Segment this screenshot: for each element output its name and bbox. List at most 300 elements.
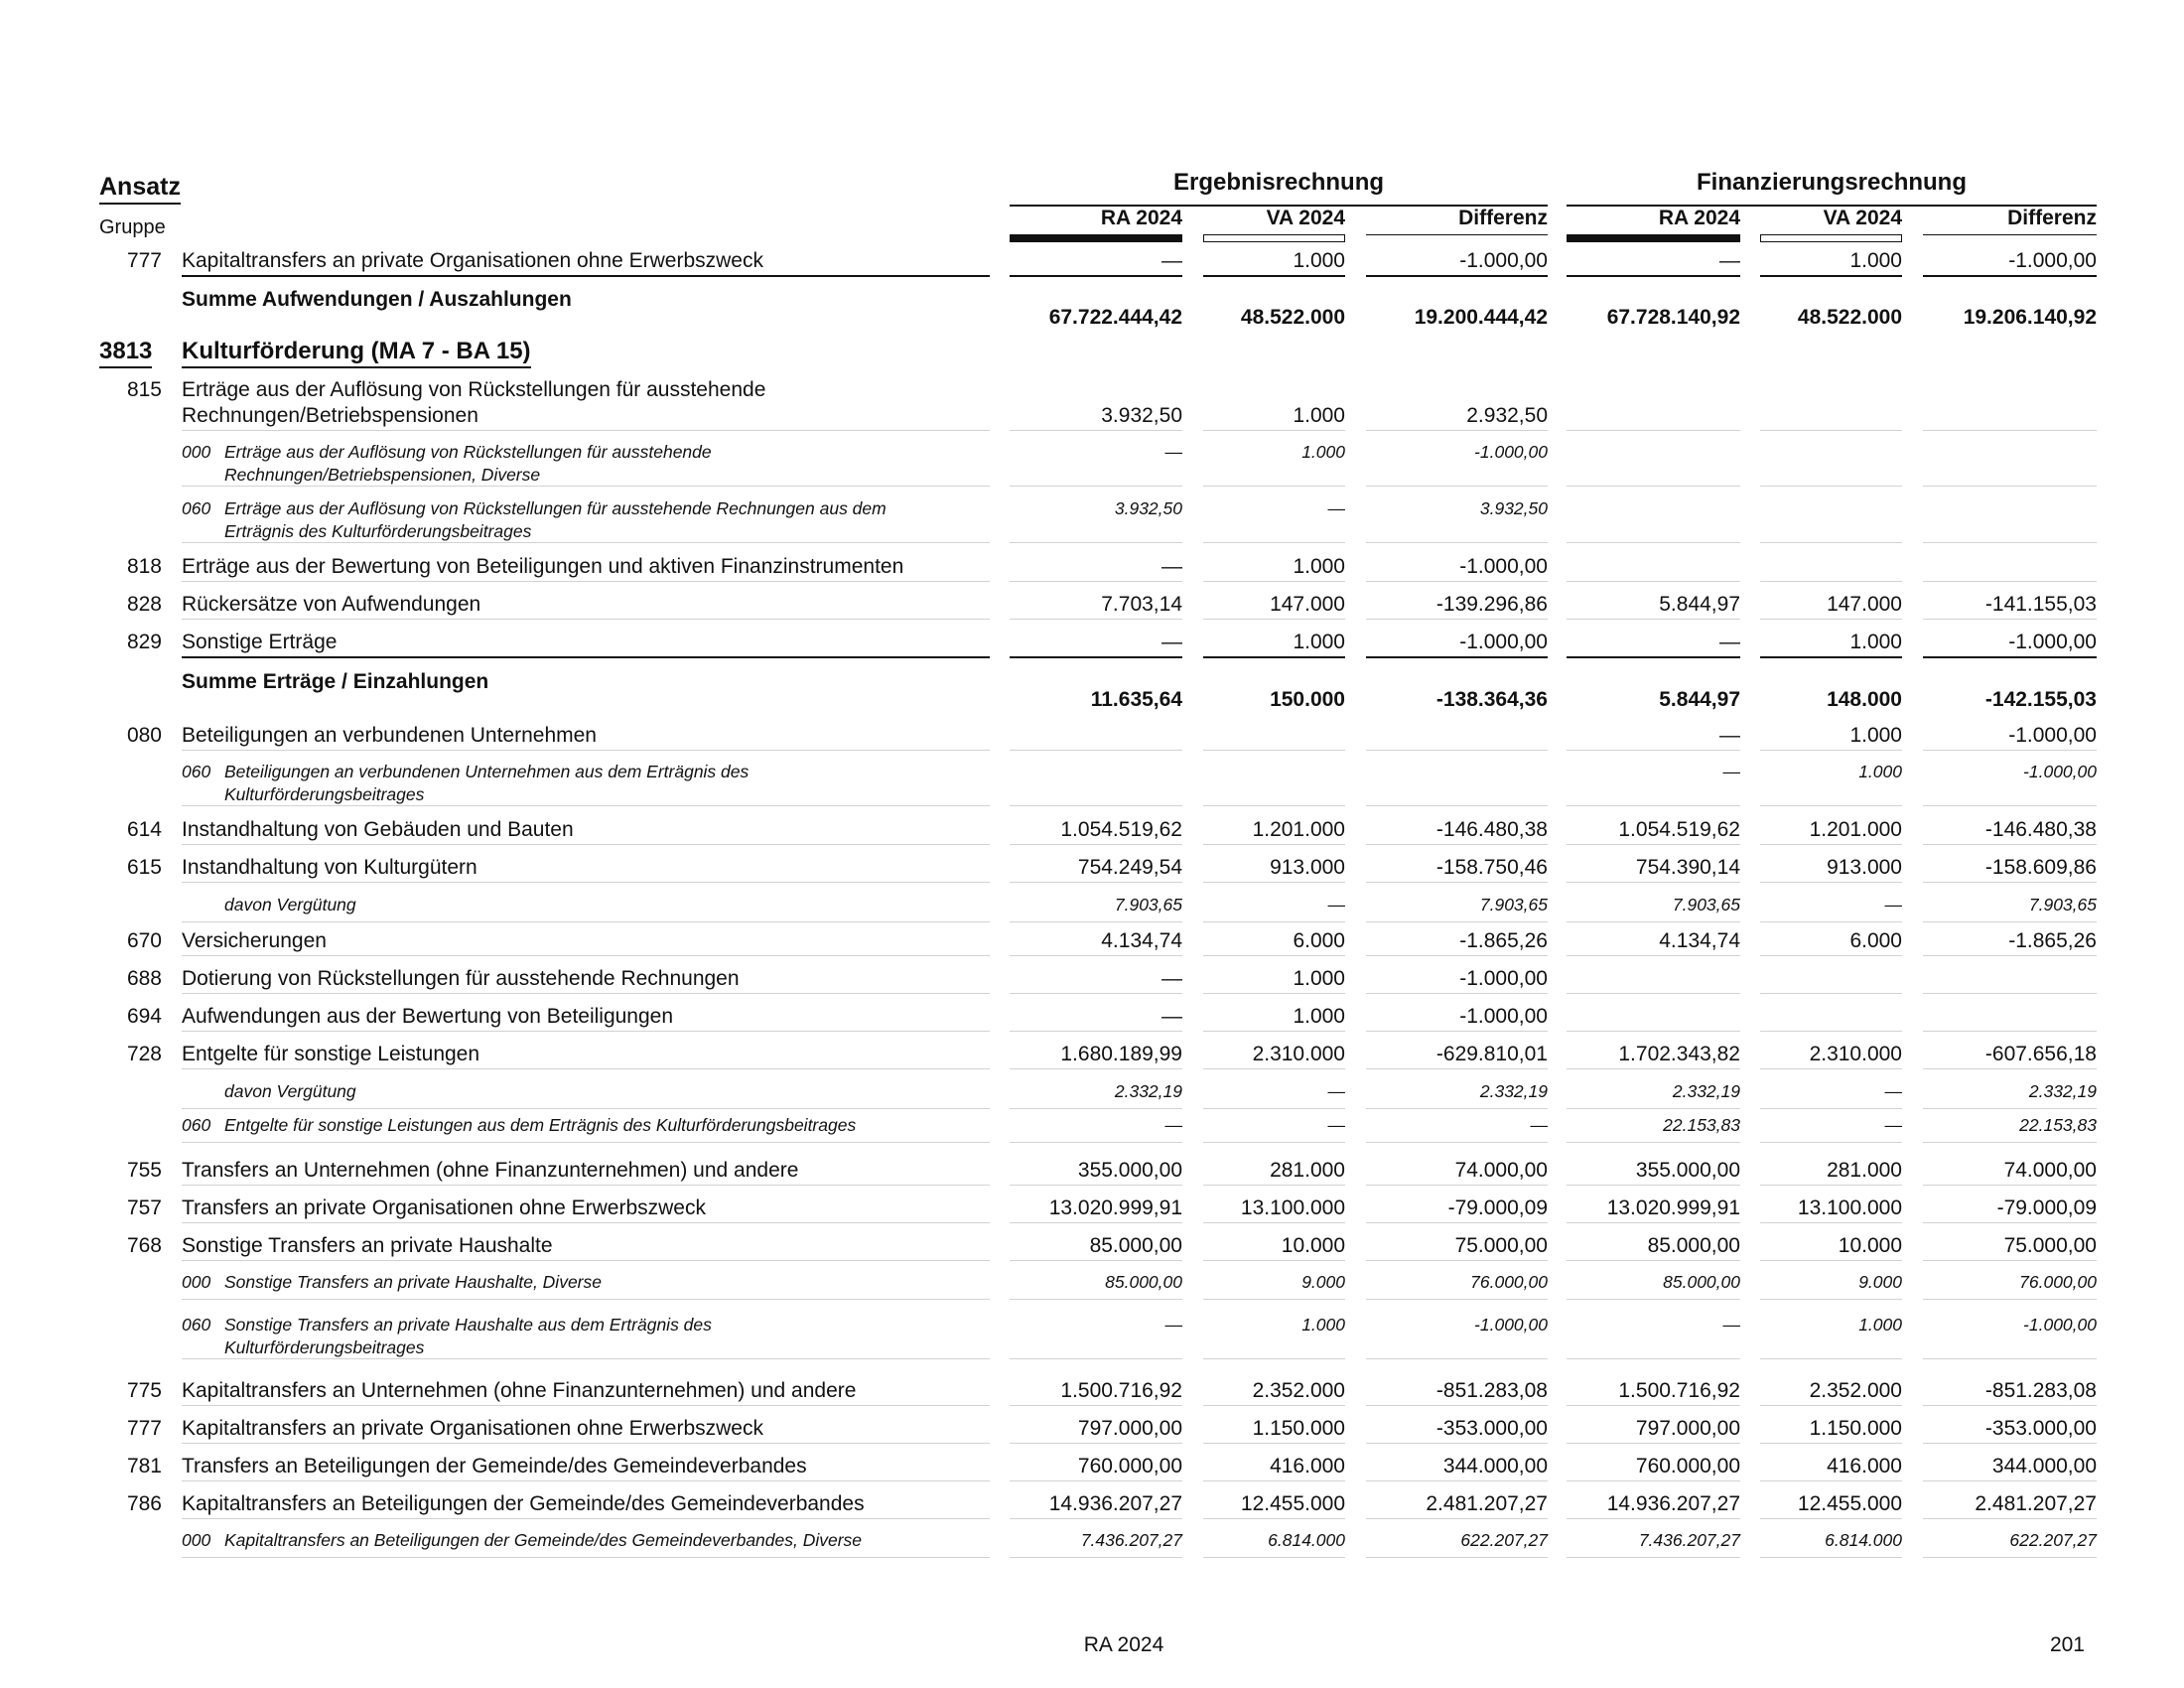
gruppe-code: 670 (126, 929, 162, 952)
value-cell: 150.000 (1270, 688, 1345, 711)
table-row (0, 249, 2184, 276)
value-cell: — (1164, 1115, 1182, 1135)
value-cell: 13.100.000 (1240, 1196, 1345, 1219)
gruppe-code: 768 (126, 1234, 162, 1257)
value-cell: 75.000,00 (1454, 1234, 1548, 1257)
value-cell: 3.932,50 (1101, 404, 1182, 427)
cell-rule (1760, 921, 1902, 922)
cell-rule (1760, 656, 1902, 658)
row-label: Sonstige Erträge (182, 631, 338, 653)
value-cell: 1.054.519,62 (1618, 818, 1740, 841)
sub-code: 000 (182, 1530, 211, 1550)
table-row (0, 1379, 2184, 1406)
row-rule (182, 1142, 990, 1143)
cell-rule (1203, 1358, 1345, 1359)
value-cell: 7.703,14 (1101, 593, 1182, 616)
sub-label: Erträge aus der Auflösung von Rückstellungen für ausstehende (224, 442, 712, 462)
row-rule (182, 1185, 990, 1186)
cell-rule (1567, 581, 1740, 582)
cell-rule (1203, 882, 1345, 883)
cell-rule (1010, 430, 1182, 431)
cell-rule (1567, 1108, 1740, 1109)
row-rule (182, 1108, 990, 1109)
value-cell: — (1164, 1315, 1182, 1335)
row-label: Transfers an private Organisationen ohne Erwerbszweck (182, 1196, 706, 1219)
row-rule (182, 275, 990, 277)
value-cell: 11.635,64 (1090, 688, 1182, 711)
value-cell: 1.000 (1293, 1005, 1345, 1028)
row-rule (182, 1405, 990, 1406)
value-cell: -851.283,08 (1435, 1379, 1548, 1402)
cell-rule (1366, 1185, 1548, 1186)
value-cell: 1.000 (1293, 631, 1345, 653)
cell-rule (1567, 275, 1740, 277)
gruppe-code: 777 (126, 249, 162, 272)
row-rule (182, 581, 990, 582)
sub-row (0, 1530, 2184, 1556)
cell-rule (1760, 1518, 1902, 1519)
cell-rule (1760, 1557, 1902, 1558)
value-cell: 74.000,00 (2003, 1159, 2097, 1182)
sub-row (0, 1315, 2184, 1360)
row-rule (182, 882, 990, 883)
cell-rule (1923, 1068, 2097, 1069)
row-rule (182, 1299, 990, 1300)
cell-rule (1760, 1222, 1902, 1223)
value-cell: 281.000 (1827, 1159, 1902, 1182)
value-cell: 355.000,00 (1635, 1159, 1740, 1182)
table-row (0, 1234, 2184, 1261)
value-cell: 1.000 (1849, 724, 1902, 747)
gruppe-code: 786 (126, 1492, 162, 1515)
sub-label: Sonstige Transfers an private Haushalte, Diverse (224, 1272, 602, 1292)
row-rule (182, 542, 990, 543)
value-cell: -1.000,00 (1459, 249, 1548, 272)
value-cell: 2.332,19 (1479, 1081, 1548, 1101)
value-cell: 2.352.000 (1809, 1379, 1902, 1402)
table-row (0, 1159, 2184, 1186)
value-cell: 913.000 (1270, 856, 1345, 879)
cell-rule (1567, 542, 1740, 543)
cell-rule (1923, 486, 2097, 487)
sub-code: 060 (182, 1315, 211, 1335)
sub-label: davon Vergütung (224, 1081, 356, 1101)
cell-rule (1567, 1185, 1740, 1186)
value-cell: 2.481.207,27 (1975, 1492, 2097, 1515)
value-cell: — (1884, 1115, 1902, 1135)
value-cell: 75.000,00 (2003, 1234, 2097, 1257)
cell-rule (1760, 581, 1902, 582)
cell-rule (1366, 1443, 1548, 1444)
value-cell: -1.000,00 (2023, 762, 2097, 781)
cell-rule (1203, 1443, 1345, 1444)
value-cell: 2.310.000 (1252, 1043, 1345, 1065)
cell-rule (1010, 1405, 1182, 1406)
sub-code: 060 (182, 1115, 211, 1135)
page-number: 201 (2049, 1633, 2085, 1656)
cell-rule (1567, 1068, 1740, 1069)
row-rule (182, 619, 990, 620)
diff-header-rule (1923, 234, 2097, 235)
cell-rule (1366, 1518, 1548, 1519)
value-cell: — (1164, 442, 1182, 462)
cell-rule (1760, 993, 1902, 994)
cell-rule (1366, 1299, 1548, 1300)
sub-label: Rechnungen/Betriebspensionen, Diverse (224, 465, 541, 485)
cell-rule (1760, 1031, 1902, 1032)
cell-rule (1923, 805, 2097, 806)
value-cell: 85.000,00 (1647, 1234, 1740, 1257)
value-cell: 13.100.000 (1797, 1196, 1902, 1219)
value-cell: 760.000,00 (1077, 1455, 1182, 1477)
value-cell: 1.000 (1858, 762, 1902, 781)
cell-rule (1010, 1299, 1182, 1300)
value-cell: 76.000,00 (1470, 1272, 1548, 1292)
value-cell: 1.000 (1293, 555, 1345, 578)
cell-rule (1203, 1031, 1345, 1032)
value-cell: 2.310.000 (1809, 1043, 1902, 1065)
cell-rule (1010, 993, 1182, 994)
cell-rule (1010, 1222, 1182, 1223)
sub-row (0, 1115, 2184, 1141)
cell-rule (1567, 993, 1740, 994)
cell-rule (1010, 955, 1182, 956)
value-cell: -146.480,38 (1984, 818, 2097, 841)
value-cell: 4.134,74 (1101, 929, 1182, 952)
value-cell: 22.153,83 (2019, 1115, 2097, 1135)
value-cell: 1.201.000 (1252, 818, 1345, 841)
row-rule (182, 1222, 990, 1223)
cell-rule (1923, 844, 2097, 845)
value-cell: 9.000 (1858, 1272, 1902, 1292)
table-row (0, 1455, 2184, 1481)
cell-rule (1010, 1518, 1182, 1519)
value-cell: 2.332,19 (2028, 1081, 2097, 1101)
cell-rule (1010, 1068, 1182, 1069)
value-cell: 148.000 (1827, 688, 1902, 711)
value-cell: -353.000,00 (1435, 1417, 1548, 1440)
cell-rule (1366, 581, 1548, 582)
sub-code: 000 (182, 1272, 211, 1292)
table-row (0, 967, 2184, 994)
cell-rule (1010, 486, 1182, 487)
value-cell: 1.000 (1293, 967, 1345, 990)
row-label: Dotierung von Rückstellungen für ausstehende Rechnungen (182, 967, 740, 990)
row-rule (182, 1518, 990, 1519)
col-header-e-diff: Differenz (1458, 207, 1548, 229)
cell-rule (1010, 1260, 1182, 1261)
col-header-e-ra: RA 2024 (1100, 207, 1182, 229)
row-label: Versicherungen (182, 929, 327, 952)
value-cell: 7.903,65 (1114, 895, 1182, 914)
row-rule (182, 430, 990, 431)
value-cell: — (1722, 1315, 1740, 1335)
cell-rule (1923, 1260, 2097, 1261)
cell-rule (1010, 805, 1182, 806)
cell-rule (1923, 1108, 2097, 1109)
value-cell: 19.200.444,42 (1414, 306, 1548, 329)
value-cell: 1.000 (1301, 442, 1345, 462)
cell-rule (1010, 1031, 1182, 1032)
value-cell: — (1161, 631, 1182, 653)
cell-rule (1567, 1142, 1740, 1143)
row-label: Rückersätze von Aufwendungen (182, 593, 481, 616)
value-cell: 7.436.207,27 (1638, 1530, 1740, 1550)
value-cell: 76.000,00 (2019, 1272, 2097, 1292)
cell-rule (1760, 882, 1902, 883)
row-label: Instandhaltung von Kulturgütern (182, 856, 478, 879)
gruppe-code: 728 (126, 1043, 162, 1065)
cell-rule (1923, 993, 2097, 994)
section-title: Kulturförderung (MA 7 - BA 15) (182, 338, 531, 368)
value-cell: 416.000 (1827, 1455, 1902, 1477)
cell-rule (1366, 844, 1548, 845)
cell-rule (1923, 1031, 2097, 1032)
footer-label: RA 2024 (1083, 1633, 1164, 1656)
value-cell: 6.000 (1849, 929, 1902, 952)
cell-rule (1760, 1299, 1902, 1300)
value-cell: -1.000,00 (2008, 724, 2097, 747)
cell-rule (1923, 1518, 2097, 1519)
gruppe-code: 781 (126, 1455, 162, 1477)
value-cell: 797.000,00 (1077, 1417, 1182, 1440)
value-cell: 281.000 (1270, 1159, 1345, 1182)
row-rule (182, 750, 990, 751)
table-row (0, 1043, 2184, 1069)
value-cell: 67.728.140,92 (1606, 306, 1740, 329)
value-cell: 12.455.000 (1797, 1492, 1902, 1515)
cell-rule (1010, 1142, 1182, 1143)
ansatz-label: Ansatz (99, 173, 181, 205)
value-cell: -1.000,00 (1459, 967, 1548, 990)
value-cell: 760.000,00 (1635, 1455, 1740, 1477)
gruppe-code: 815 (126, 378, 162, 401)
value-cell: -79.000,09 (1447, 1196, 1548, 1219)
cell-rule (1203, 619, 1345, 620)
value-cell: -1.000,00 (1459, 1005, 1548, 1028)
cell-rule (1760, 542, 1902, 543)
cell-rule (1010, 750, 1182, 751)
value-cell: 48.522.000 (1797, 306, 1902, 329)
row-label: Kapitaltransfers an Unternehmen (ohne Finanzunternehmen) und andere (182, 1379, 857, 1402)
value-cell: 7.903,65 (1672, 895, 1740, 914)
cell-rule (1010, 882, 1182, 883)
sum-row (0, 670, 2184, 711)
row-rule (182, 486, 990, 487)
cell-rule (1567, 1222, 1740, 1223)
sub-row (0, 498, 2184, 544)
cell-rule (1010, 1358, 1182, 1359)
value-cell: -1.000,00 (2008, 249, 2097, 272)
row-rule (182, 1068, 990, 1069)
table-row (0, 724, 2184, 751)
sub-label: Kapitaltransfers an Beteiligungen der Gemeinde/des Gemeindeverbandes, Diverse (224, 1530, 863, 1550)
sub-label: Beteiligungen an verbundenen Unternehmen aus dem Erträgnis des (224, 762, 750, 781)
cell-rule (1567, 1260, 1740, 1261)
value-cell: -158.750,46 (1435, 856, 1548, 879)
ra-marker-bar (1567, 234, 1740, 242)
value-cell: -1.000,00 (1459, 555, 1548, 578)
cell-rule (1366, 1405, 1548, 1406)
value-cell: -1.865,26 (2008, 929, 2097, 952)
row-rule (182, 656, 990, 658)
value-cell: 147.000 (1270, 593, 1345, 616)
value-cell: -141.155,03 (1984, 593, 2097, 616)
value-cell: 754.249,54 (1077, 856, 1182, 879)
cell-rule (1366, 750, 1548, 751)
cell-rule (1923, 1142, 2097, 1143)
cell-rule (1366, 1260, 1548, 1261)
cell-rule (1760, 955, 1902, 956)
value-cell: -142.155,03 (1984, 688, 2097, 711)
cell-rule (1760, 275, 1902, 277)
value-cell: 355.000,00 (1077, 1159, 1182, 1182)
table-row (0, 631, 2184, 657)
value-cell: — (1719, 724, 1740, 747)
row-rule (182, 1443, 990, 1444)
sub-row (0, 1081, 2184, 1107)
row-rule (182, 993, 990, 994)
cell-rule (1010, 1480, 1182, 1481)
value-cell: 2.932,50 (1466, 404, 1548, 427)
cell-rule (1567, 430, 1740, 431)
value-cell: 67.722.444,42 (1048, 306, 1182, 329)
cell-rule (1010, 921, 1182, 922)
cell-rule (1203, 750, 1345, 751)
value-cell: 1.000 (1293, 249, 1345, 272)
gruppe-code: 829 (126, 631, 162, 653)
cell-rule (1366, 542, 1548, 543)
sum-label: Summe Erträge / Einzahlungen (182, 670, 489, 693)
value-cell: 13.020.999,91 (1048, 1196, 1182, 1219)
row-label: Entgelte für sonstige Leistungen (182, 1043, 480, 1065)
value-cell: 2.352.000 (1252, 1379, 1345, 1402)
sub-label: Sonstige Transfers an private Haushalte aus dem Erträgnis des (224, 1315, 712, 1335)
cell-rule (1010, 656, 1182, 658)
cell-rule (1366, 882, 1548, 883)
cell-rule (1203, 805, 1345, 806)
cell-rule (1203, 1405, 1345, 1406)
cell-rule (1010, 1443, 1182, 1444)
gruppe-code: 694 (126, 1005, 162, 1028)
value-cell: 19.206.140,92 (1963, 306, 2097, 329)
value-cell: -1.000,00 (1459, 631, 1548, 653)
table-row (0, 1196, 2184, 1223)
col-header-f-va: VA 2024 (1823, 207, 1902, 229)
value-cell: 2.332,19 (1114, 1081, 1182, 1101)
value-cell: 1.201.000 (1809, 818, 1902, 841)
value-cell: -79.000,09 (1996, 1196, 2097, 1219)
cell-rule (1203, 844, 1345, 845)
row-label: Beteiligungen an verbundenen Unternehmen (182, 724, 597, 747)
cell-rule (1203, 993, 1345, 994)
value-cell: 7.903,65 (1479, 895, 1548, 914)
cell-rule (1203, 1108, 1345, 1109)
value-cell: 85.000,00 (1663, 1272, 1740, 1292)
sub-row (0, 895, 2184, 920)
cell-rule (1760, 619, 1902, 620)
cell-rule (1366, 275, 1548, 277)
diff-header-rule (1366, 234, 1548, 235)
cell-rule (1760, 1405, 1902, 1406)
value-cell: — (1722, 762, 1740, 781)
value-cell: -1.000,00 (1474, 1315, 1548, 1335)
value-cell: -629.810,01 (1435, 1043, 1548, 1065)
table-row (0, 593, 2184, 620)
cell-rule (1567, 1031, 1740, 1032)
value-cell: 7.903,65 (2028, 895, 2097, 914)
row-rule (182, 921, 990, 922)
value-cell: — (1161, 967, 1182, 990)
value-cell: 1.150.000 (1252, 1417, 1345, 1440)
row-rule (182, 955, 990, 956)
cell-rule (1366, 955, 1548, 956)
value-cell: 74.000,00 (1454, 1159, 1548, 1182)
gruppe-code: 757 (126, 1196, 162, 1219)
row-label: Transfers an Unternehmen (ohne Finanzunternehmen) und andere (182, 1159, 799, 1182)
cell-rule (1567, 486, 1740, 487)
finanzierungsrechnung-title: Finanzierungsrechnung (1696, 169, 1967, 196)
cell-rule (1923, 955, 2097, 956)
cell-rule (1760, 1108, 1902, 1109)
value-cell: 416.000 (1270, 1455, 1345, 1477)
cell-rule (1760, 1068, 1902, 1069)
value-cell: 1.054.519,62 (1060, 818, 1182, 841)
value-cell: — (1530, 1115, 1548, 1135)
row-label: Sonstige Transfers an private Haushalte (182, 1234, 553, 1257)
cell-rule (1760, 430, 1902, 431)
cell-rule (1923, 275, 2097, 277)
gruppe-code: 615 (126, 856, 162, 879)
value-cell: -1.865,26 (1459, 929, 1548, 952)
sub-label: Erträgnis des Kulturförderungsbeitrages (224, 521, 532, 541)
value-cell: 1.500.716,92 (1060, 1379, 1182, 1402)
value-cell: 344.000,00 (1442, 1455, 1548, 1477)
cell-rule (1567, 656, 1740, 658)
cell-rule (1203, 581, 1345, 582)
cell-rule (1567, 1443, 1740, 1444)
value-cell: 5.844,97 (1659, 593, 1740, 616)
table-row (0, 555, 2184, 582)
value-cell: -146.480,38 (1435, 818, 1548, 841)
value-cell: 48.522.000 (1240, 306, 1345, 329)
value-cell: 85.000,00 (1089, 1234, 1182, 1257)
cell-rule (1923, 542, 2097, 543)
value-cell: 1.000 (1858, 1315, 1902, 1335)
table-row (0, 929, 2184, 956)
value-cell: — (1884, 895, 1902, 914)
value-cell: 2.481.207,27 (1426, 1492, 1548, 1515)
cell-rule (1923, 430, 2097, 431)
cell-rule (1760, 1480, 1902, 1481)
value-cell: 1.000 (1849, 249, 1902, 272)
table-row (0, 1492, 2184, 1519)
cell-rule (1203, 275, 1345, 277)
cell-rule (1010, 1557, 1182, 1558)
value-cell: — (1161, 555, 1182, 578)
value-cell: 14.936.207,27 (1048, 1492, 1182, 1515)
value-cell: -353.000,00 (1984, 1417, 2097, 1440)
cell-rule (1366, 1358, 1548, 1359)
value-cell: 754.390,14 (1635, 856, 1740, 879)
cell-rule (1203, 486, 1345, 487)
row-label: Aufwendungen aus der Bewertung von Beteiligungen (182, 1005, 674, 1028)
value-cell: — (1327, 895, 1345, 914)
value-cell: 10.000 (1281, 1234, 1345, 1257)
cell-rule (1923, 1480, 2097, 1481)
sub-row (0, 1272, 2184, 1298)
value-cell: 6.814.000 (1268, 1530, 1345, 1550)
